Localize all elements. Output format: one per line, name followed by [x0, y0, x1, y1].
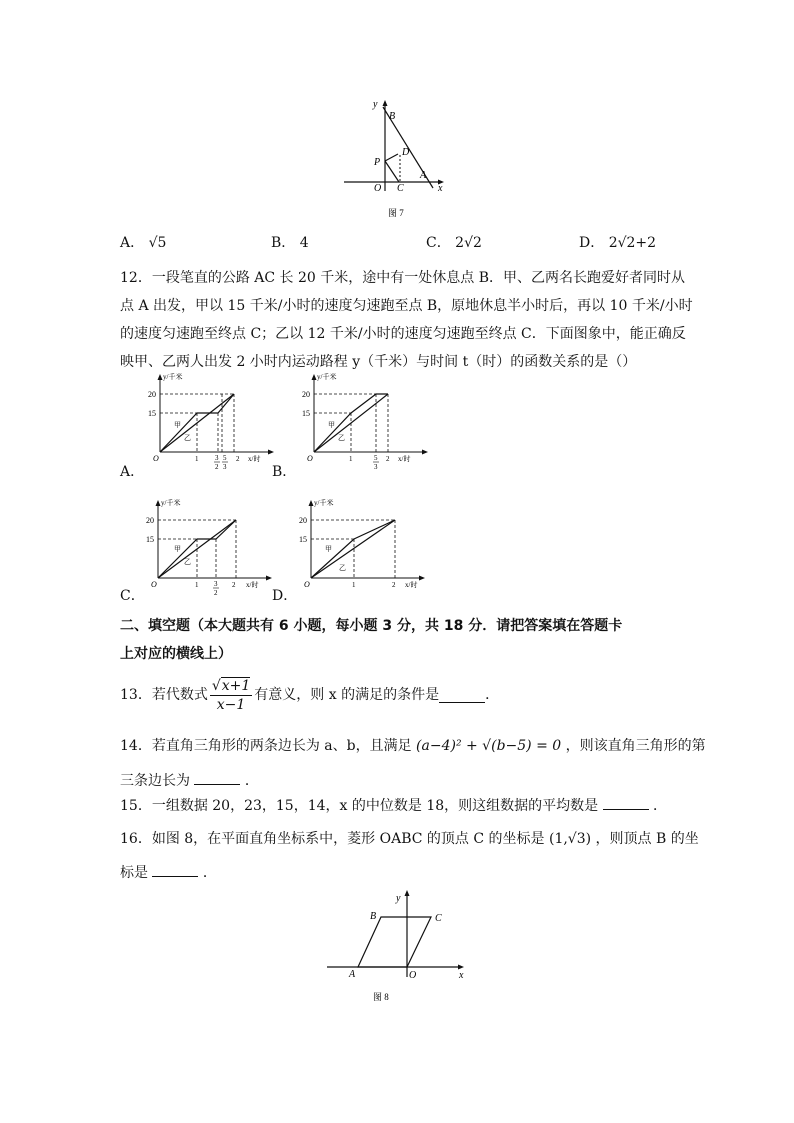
fig7-label-c: C	[397, 183, 404, 194]
q15-end: ．	[653, 798, 668, 814]
q16-line-2	[120, 862, 217, 883]
graph-c-f-den: 2	[214, 589, 218, 596]
graph-b-yi: 乙	[338, 434, 345, 442]
graph-c	[146, 496, 276, 596]
graph-a-y15: 15	[148, 409, 156, 418]
graph-c-y-axis-label: y/千米	[161, 499, 181, 507]
q11-option-a-text: √5	[148, 235, 167, 251]
q11-option-d-text: 2√2+2	[608, 235, 657, 251]
graph-a-origin: O	[153, 454, 159, 463]
q13-denominator: x−1	[216, 696, 246, 713]
fig8-label-a: A	[349, 969, 356, 980]
graph-d-x-axis-label: x/时	[405, 581, 418, 589]
graph-b-x1: 1	[349, 455, 353, 463]
q14-line2: 三条边长为	[120, 773, 190, 789]
q13-pre: 13．若代数式	[120, 687, 208, 703]
graph-a-x-axis-label: x/时	[248, 455, 261, 463]
graph-d-y15: 15	[299, 535, 307, 544]
graph-a-jia: 甲	[174, 421, 181, 429]
fig8-label-b: B	[370, 911, 377, 922]
q15-answer-blank[interactable]	[603, 795, 649, 810]
fig7-caption: 图 7	[388, 208, 404, 218]
graph-c-x-axis-label: x/时	[246, 581, 259, 589]
fig8-x-arrow	[458, 965, 464, 970]
q15-text: 15．一组数据 20，23，15，14，x 的中位数是 18，则这组数据的平均数是	[120, 798, 599, 814]
q16-line1-post: ，则顶点 B 的坐	[595, 831, 699, 847]
section-2-line-1: 二、填空题（本大题共有 6 小题，每小题 3 分，共 18 分．请把答案填在答题卡	[120, 618, 623, 634]
graph-b	[302, 370, 432, 470]
fig8-y-arrow	[405, 890, 410, 896]
fig7-y-arrow	[383, 100, 388, 106]
q11-option-a	[120, 233, 166, 253]
q14-line1-post: ，则该直角三角形的第	[565, 738, 706, 754]
graph-b-y20: 20	[302, 390, 310, 399]
graph-d-x2: 2	[392, 581, 396, 589]
q11-option-b-text: 4	[299, 235, 309, 251]
fig7-label-y: y	[373, 99, 378, 110]
graph-c-option: C．	[120, 588, 145, 604]
fig8-label-o: O	[409, 970, 417, 981]
q12-line-1: 12．一段笔直的公路 AC 长 20 千米，途中有一处休息点 B．甲、乙两名长跑爱好者同时从	[120, 270, 685, 286]
graph-b-origin: O	[307, 454, 313, 463]
graph-b-f-den: 3	[374, 463, 378, 470]
fig7-label-d: D	[402, 147, 410, 158]
fig7-label-p: P	[374, 157, 381, 168]
fig8-label-c: C	[435, 913, 442, 924]
q16-line-1	[120, 829, 699, 849]
fig8-label-y: y	[396, 893, 401, 904]
graph-c-yi: 乙	[184, 558, 191, 566]
graph-b-f-num: 5	[374, 454, 378, 462]
graph-c-jia: 甲	[174, 545, 181, 553]
q16-line1-pre: 16．如图 8，在平面直角坐标系中，菱形 OABC 的顶点 C 的坐标是	[120, 831, 545, 847]
graph-a-f2-den: 3	[223, 463, 227, 470]
q11-option-b	[271, 233, 309, 253]
fig7-segment-pd	[385, 154, 398, 161]
graph-d	[299, 496, 429, 596]
q13-fraction: $\frac{√x+1}{x-1}$	[211, 677, 251, 713]
graph-b-option: B．	[272, 464, 297, 480]
q11-option-a-letter: A．	[120, 235, 145, 251]
graph-c-f-num: 3	[214, 580, 218, 588]
q11-option-b-letter: B．	[271, 235, 296, 251]
graph-d-option: D．	[272, 588, 298, 604]
graph-a-f1-num: 3	[215, 454, 219, 462]
graph-d-jia: 甲	[325, 545, 332, 553]
graph-d-y-axis-label: y/千米	[314, 499, 334, 507]
q11-option-d-letter: D．	[579, 235, 605, 251]
q16-line2: 标是	[120, 865, 148, 881]
graph-d-yi-line	[311, 520, 395, 578]
graph-d-y20: 20	[299, 516, 307, 525]
graph-a-y20: 20	[148, 390, 156, 399]
graph-a-yi: 乙	[184, 434, 191, 442]
graph-c-y20: 20	[146, 516, 154, 525]
q14-equation: (a−4)² + √(b−5) = 0	[416, 738, 562, 754]
fig7-label-b: B	[389, 111, 396, 122]
graph-a-y-axis-label: y/千米	[163, 373, 183, 381]
graph-d-x1: 1	[352, 581, 356, 589]
graph-c-x2: 2	[232, 581, 236, 589]
graph-a-x1: 1	[195, 455, 199, 463]
q14-answer-blank[interactable]	[194, 770, 240, 785]
graph-c-x1: 1	[195, 581, 199, 589]
q16-coord: (1,√3)	[548, 831, 592, 847]
q14-line-2	[120, 770, 259, 791]
q12-line-4: 映甲、乙两人出发 2 小时内运动路程 y（千米）与时间 t（时）的函数关系的是（）	[120, 354, 637, 370]
graph-b-jia: 甲	[328, 421, 335, 429]
graph-a-f2-num: 5	[223, 454, 227, 462]
graph-b-x2: 2	[386, 455, 390, 463]
graph-c-origin: O	[151, 580, 157, 589]
q16-end: ．	[202, 865, 217, 881]
fig8-label-x: x	[459, 970, 464, 981]
graph-a-x2: 2	[236, 455, 240, 463]
fig8-caption: 图 8	[373, 992, 389, 1002]
q13-numerator: x+1	[221, 677, 251, 694]
q15	[120, 795, 667, 816]
q14-line-1	[120, 736, 706, 756]
fig7-label-a: A	[420, 170, 427, 181]
q11-option-c	[426, 233, 482, 253]
graph-b-y-axis-label: y/千米	[317, 373, 337, 381]
figure-8	[325, 885, 470, 1005]
graph-d-yi: 乙	[339, 564, 346, 572]
figure-7	[338, 95, 450, 220]
q14-end: ．	[244, 773, 259, 789]
graph-c-y15: 15	[146, 535, 154, 544]
q12-stem	[120, 264, 693, 376]
q12-line-3: 的速度匀速跑至终点 C；乙以 12 千米/小时的速度匀速跑至终点 C．下面图象中，能正确反	[120, 326, 686, 342]
graph-a-option: A．	[120, 464, 145, 480]
q16-answer-blank[interactable]	[152, 862, 198, 877]
graph-d-origin: O	[304, 580, 310, 589]
q11-option-c-letter: C．	[426, 235, 451, 251]
fig7-label-x: x	[438, 183, 443, 194]
q14-line1-pre: 14．若直角三角形的两条边长为 a、b，且满足	[120, 738, 412, 754]
fig8-rhombus	[358, 917, 431, 967]
section-2-line-2: 上对应的横线上）	[120, 646, 232, 662]
graph-b-y15: 15	[302, 409, 310, 418]
q11-option-d	[579, 233, 656, 253]
q13	[120, 670, 499, 720]
fig7-label-o: O	[374, 183, 382, 194]
graph-b-x-axis-label: x/时	[398, 455, 411, 463]
q12-line-2: 点 A 出发，甲以 15 千米/小时的速度匀速跑至点 B，原地休息半小时后，再以 10 千米/小时	[120, 298, 693, 314]
graph-a	[148, 370, 278, 470]
q13-end: ．	[485, 687, 500, 703]
q13-post: 有意义，则 x 的满足的条件是	[254, 687, 440, 703]
q11-option-c-text: 2√2	[455, 235, 482, 251]
section-2-heading	[120, 612, 622, 668]
graph-a-f1-den: 2	[215, 463, 219, 470]
fig7-segment-pc	[385, 161, 399, 182]
q13-answer-blank[interactable]	[439, 688, 485, 703]
